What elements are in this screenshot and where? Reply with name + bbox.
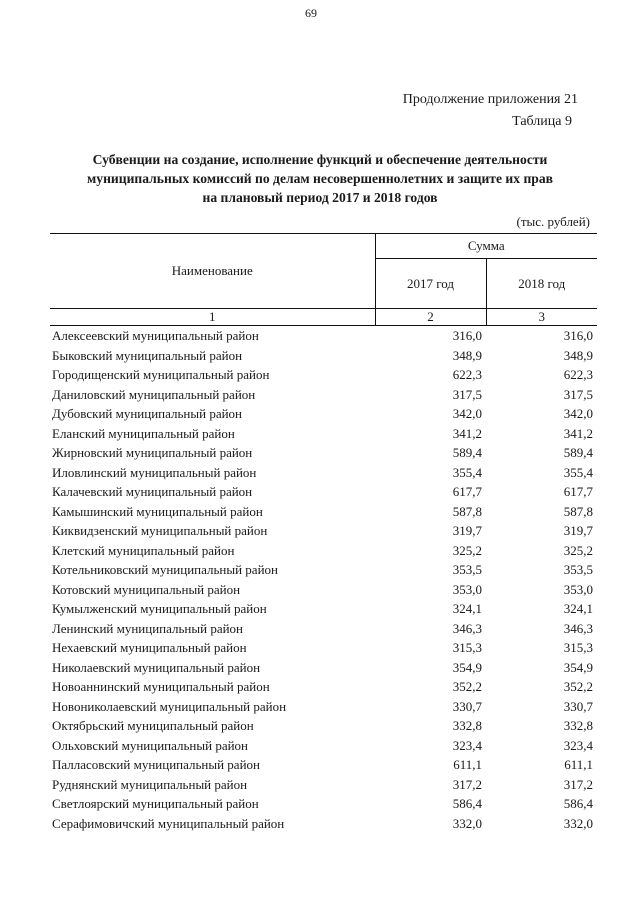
- value-2017: 355,4: [452, 464, 482, 480]
- value-2017: 332,0: [452, 815, 482, 831]
- value-2017: 319,7: [452, 523, 482, 538]
- district-name: Нехаевский муниципальный район: [52, 640, 247, 655]
- value-2017: 346,3: [452, 620, 482, 636]
- table-row: [50, 580, 597, 600]
- value-2018: 332,0: [563, 815, 593, 831]
- value-2018: 354,9: [563, 659, 593, 675]
- value-2018: 586,4: [563, 796, 593, 811]
- table-row: [50, 463, 597, 483]
- value-2018: 611,1: [564, 757, 593, 772]
- district-name: Новоаннинский муниципальный район: [52, 679, 270, 694]
- continuation-label: Продолжение приложения 21: [402, 92, 578, 107]
- district-name: Быковский муниципальный район: [52, 347, 243, 363]
- header-year-2018: 2018 год: [486, 259, 597, 309]
- table-label: Таблица 9: [512, 114, 572, 129]
- district-name: Котельниковский муниципальный район: [52, 562, 278, 577]
- title-line-1: Субвенции на создание, исполнение функций и обеспечение деятельности: [92, 152, 548, 167]
- column-number-3: 3: [486, 309, 597, 326]
- table-row: [50, 541, 597, 561]
- district-name: Николаевский муниципальный район: [52, 659, 261, 675]
- table-row: [50, 424, 597, 444]
- value-2017: 348,9: [452, 347, 482, 363]
- district-name: Алексеевский муниципальный район: [52, 328, 259, 343]
- table-row: [50, 365, 597, 385]
- table-row: [50, 716, 597, 736]
- table-row: [50, 599, 597, 619]
- value-2017: 354,9: [452, 659, 482, 675]
- value-2018: 332,8: [563, 718, 593, 733]
- district-name: Городищенский муниципальный район: [52, 367, 270, 382]
- table-row: [50, 658, 597, 678]
- table-row: [50, 404, 597, 424]
- units-label: (тыс. рублей): [516, 214, 590, 229]
- district-name: Октябрьский муниципальный район: [52, 718, 254, 733]
- district-name: Иловлинский муниципальный район: [52, 464, 257, 480]
- header-sum: Сумма: [375, 234, 597, 259]
- value-2017: 332,8: [452, 718, 482, 733]
- value-2017: 587,8: [452, 503, 482, 519]
- district-name: Кумылженский муниципальный район: [52, 601, 267, 616]
- district-name: Даниловский муниципальный район: [52, 386, 256, 402]
- district-name: Камышинский муниципальный район: [52, 503, 263, 519]
- value-2018: 325,2: [563, 542, 593, 558]
- value-2017: 316,0: [452, 328, 482, 343]
- value-2018: 587,8: [563, 503, 593, 519]
- value-2017: 323,4: [452, 737, 482, 753]
- table-row: [50, 638, 597, 658]
- table-row: [50, 443, 597, 463]
- value-2018: 622,3: [563, 367, 593, 382]
- district-name: Жирновский муниципальный район: [52, 445, 253, 460]
- table-row: [50, 677, 597, 697]
- title-line-2: муниципальных комиссий по делам несовершеннолетних и защите их прав: [87, 171, 553, 186]
- district-name: Ольховский муниципальный район: [52, 737, 249, 753]
- table-row: [50, 755, 597, 775]
- value-2017: 617,7: [452, 484, 482, 499]
- header-name: Наименование: [50, 234, 375, 309]
- district-name: Светлоярский муниципальный район: [52, 796, 259, 811]
- value-2018: 355,4: [563, 464, 593, 480]
- district-name: Новониколаевский муниципальный район: [52, 698, 287, 714]
- value-2018: 316,0: [563, 328, 593, 343]
- value-2018: 317,2: [563, 776, 593, 792]
- table-row: [50, 814, 597, 834]
- table-row: [50, 502, 597, 522]
- district-name: Серафимовичский муниципальный район: [52, 815, 285, 831]
- district-name: Ленинский муниципальный район: [52, 620, 244, 636]
- table-row: [50, 619, 597, 639]
- subsidies-table: [50, 233, 597, 833]
- value-2018: 319,7: [563, 523, 593, 538]
- value-2018: 330,7: [563, 698, 593, 714]
- table-row: [50, 560, 597, 580]
- table-row: [50, 521, 597, 541]
- value-2018: 589,4: [563, 445, 593, 460]
- value-2017: 315,3: [452, 640, 482, 655]
- column-number-1: 1: [50, 309, 375, 326]
- district-name: Дубовский муниципальный район: [52, 406, 243, 421]
- value-2017: 352,2: [452, 679, 482, 694]
- value-2018: 352,2: [563, 679, 593, 694]
- value-2018: 353,0: [563, 581, 593, 597]
- document-title: [40, 150, 600, 207]
- table-row: [50, 326, 597, 346]
- table-body: [50, 326, 597, 834]
- value-2018: 348,9: [563, 347, 593, 363]
- value-2017: 589,4: [452, 445, 482, 460]
- district-name: Калачевский муниципальный район: [52, 484, 253, 499]
- column-number-2: 2: [375, 309, 486, 326]
- table-row: [50, 794, 597, 814]
- value-2018: 617,7: [563, 484, 593, 499]
- district-name: Киквидзенский муниципальный район: [52, 523, 268, 538]
- district-name: Руднянский муниципальный район: [52, 776, 248, 792]
- value-2018: 353,5: [563, 562, 593, 577]
- value-2017: 325,2: [452, 542, 482, 558]
- value-2017: 586,4: [452, 796, 482, 811]
- value-2017: 317,5: [452, 386, 482, 402]
- value-2018: 324,1: [563, 601, 593, 616]
- value-2017: 324,1: [452, 601, 482, 616]
- value-2018: 341,2: [563, 425, 593, 441]
- table-row: [50, 482, 597, 502]
- value-2017: 622,3: [452, 367, 482, 382]
- district-name: Еланский муниципальный район: [52, 425, 235, 441]
- district-name: Клетский муниципальный район: [52, 542, 235, 558]
- value-2017: 342,0: [452, 406, 482, 421]
- district-name: Котовский муниципальный район: [52, 581, 241, 597]
- value-2018: 317,5: [563, 386, 593, 402]
- value-2018: 342,0: [563, 406, 593, 421]
- value-2018: 346,3: [563, 620, 593, 636]
- value-2017: 341,2: [452, 425, 482, 441]
- value-2018: 323,4: [563, 737, 593, 753]
- value-2018: 315,3: [563, 640, 593, 655]
- district-name: Палласовский муниципальный район: [52, 757, 260, 772]
- table-row: [50, 775, 597, 795]
- table-row: [50, 736, 597, 756]
- value-2017: 353,5: [452, 562, 482, 577]
- page-number: 69: [305, 6, 317, 20]
- table-row: [50, 385, 597, 405]
- table-row: [50, 346, 597, 366]
- value-2017: 611,1: [453, 757, 482, 772]
- header-year-2017: 2017 год: [375, 259, 486, 309]
- value-2017: 330,7: [452, 698, 482, 714]
- value-2017: 353,0: [452, 581, 482, 597]
- column-number-row: [50, 309, 597, 326]
- title-line-3: на плановый период 2017 и 2018 годов: [202, 190, 438, 205]
- value-2017: 317,2: [452, 776, 482, 792]
- table-row: [50, 697, 597, 717]
